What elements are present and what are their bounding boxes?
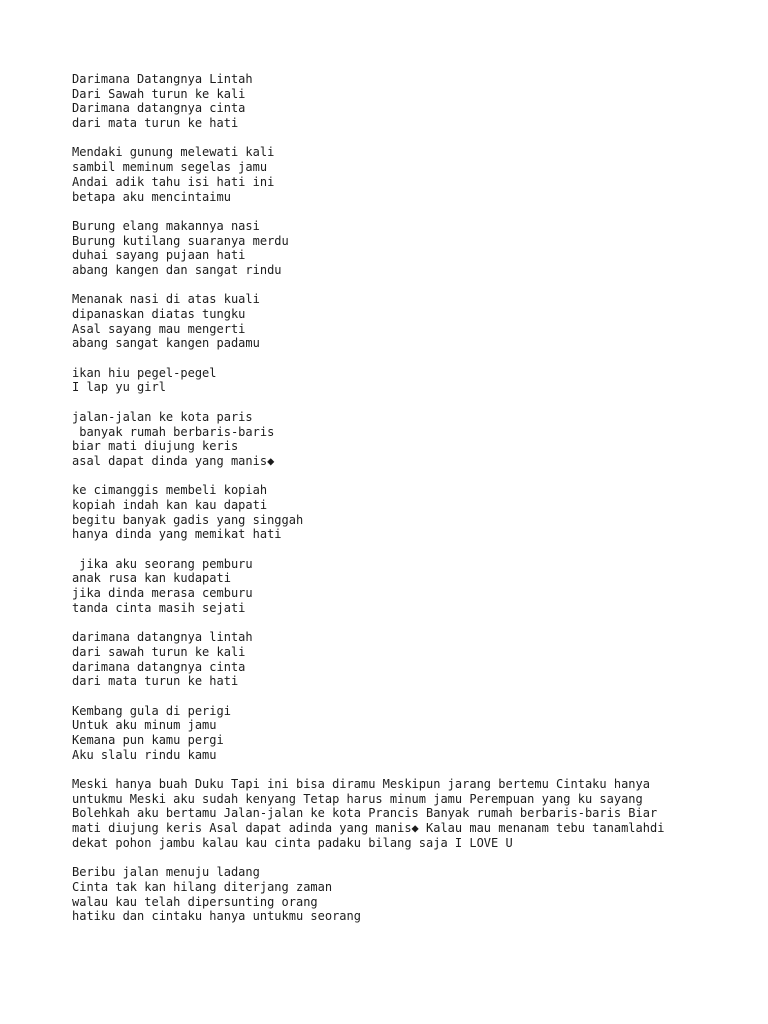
text-line: jika dinda merasa cemburu [72, 586, 253, 601]
text-line: Aku slalu rindu kamu [72, 747, 217, 762]
stanza [72, 292, 712, 351]
stanza [72, 410, 712, 469]
text-line: duhai sayang pujaan hati [72, 248, 246, 263]
stanza [72, 483, 712, 542]
text-line: Kemana pun kamu pergi [72, 732, 224, 747]
text-line: dari mata turun ke hati [72, 116, 239, 131]
text-line: Asal sayang mau mengerti [72, 321, 246, 336]
stanza [72, 704, 712, 763]
stanza [72, 145, 712, 204]
text-line: Bolehkah aku bertamu Jalan-jalan ke kota Prancis Banyak rumah berbaris-baris Biar [72, 806, 658, 821]
stanza [72, 557, 712, 616]
stanza [72, 630, 712, 689]
text-line: dekat pohon jambu kalau kau cinta padaku bilang saja I LOVE U [72, 835, 513, 850]
text-line: darimana datangnya lintah [72, 630, 253, 645]
text-line: anak rusa kan kudapati [72, 571, 231, 586]
document-page [72, 72, 712, 939]
stanza [72, 72, 712, 131]
text-line: Beribu jalan menuju ladang [72, 865, 260, 880]
text-line: hanya dinda yang memikat hati [72, 527, 282, 542]
text-line: mati diujung keris Asal dapat adinda yang manis◆ Kalau mau menanam tebu tanamlahdi [72, 821, 665, 836]
text-line: Burung elang makannya nasi [72, 218, 260, 233]
text-line: Cinta tak kan hilang diterjang zaman [72, 879, 333, 894]
text-line: tanda cinta masih sejati [72, 600, 246, 615]
text-line: Menanak nasi di atas kuali [72, 292, 260, 307]
stanza [72, 219, 712, 278]
text-line: kopiah indah kan kau dapati [72, 497, 268, 512]
text-line: walau kau telah dipersunting orang [72, 894, 318, 909]
text-line: abang kangen dan sangat rindu [72, 262, 282, 277]
text-line: Meski hanya buah Duku Tapi ini bisa diramu Meskipun jarang bertemu Cintaku hanya [72, 777, 650, 791]
text-line: jalan-jalan ke kota paris [72, 409, 253, 424]
stanza [72, 777, 712, 850]
text-line: dari mata turun ke hati [72, 674, 239, 689]
text-line: ke cimanggis membeli kopiah [72, 483, 268, 498]
text-line: jika aku seorang pemburu [72, 556, 253, 571]
text-line: untukmu Meski aku sudah kenyang Tetap harus minum jamu Perempuan yang ku sayang [72, 791, 643, 806]
text-line: Darimana Datangnya Lintah [72, 72, 253, 86]
text-line: Andai adik tahu isi hati ini [72, 174, 275, 189]
text-line: hatiku dan cintaku hanya untukmu seorang [72, 909, 361, 924]
stanza [72, 865, 712, 924]
text-line: begitu banyak gadis yang singgah [72, 512, 304, 527]
text-line: dipanaskan diatas tungku [72, 307, 246, 321]
text-line: Kembang gula di perigi [72, 703, 231, 718]
text-line: darimana datangnya cinta [72, 659, 246, 674]
text-line: Burung kutilang suaranya merdu [72, 233, 289, 248]
text-line: ikan hiu pegel-pegel [72, 365, 217, 380]
text-line: Dari Sawah turun ke kali [72, 86, 246, 101]
text-line: dari sawah turun ke kali [72, 644, 246, 659]
text-line: Darimana datangnya cinta [72, 101, 246, 116]
text-line: Untuk aku minum jamu [72, 718, 217, 733]
text-line: banyak rumah berbaris-baris [72, 424, 275, 439]
text-line: biar mati diujung keris [72, 439, 239, 454]
text-line: I lap yu girl [72, 380, 166, 395]
text-line: asal dapat dinda yang manis◆ [72, 453, 275, 468]
text-line: sambil meminum segelas jamu [72, 160, 268, 175]
text-line: Mendaki gunung melewati kali [72, 145, 275, 160]
text-line: abang sangat kangen padamu [72, 336, 260, 351]
text-line: betapa aku mencintaimu [72, 189, 231, 204]
stanza [72, 366, 712, 395]
